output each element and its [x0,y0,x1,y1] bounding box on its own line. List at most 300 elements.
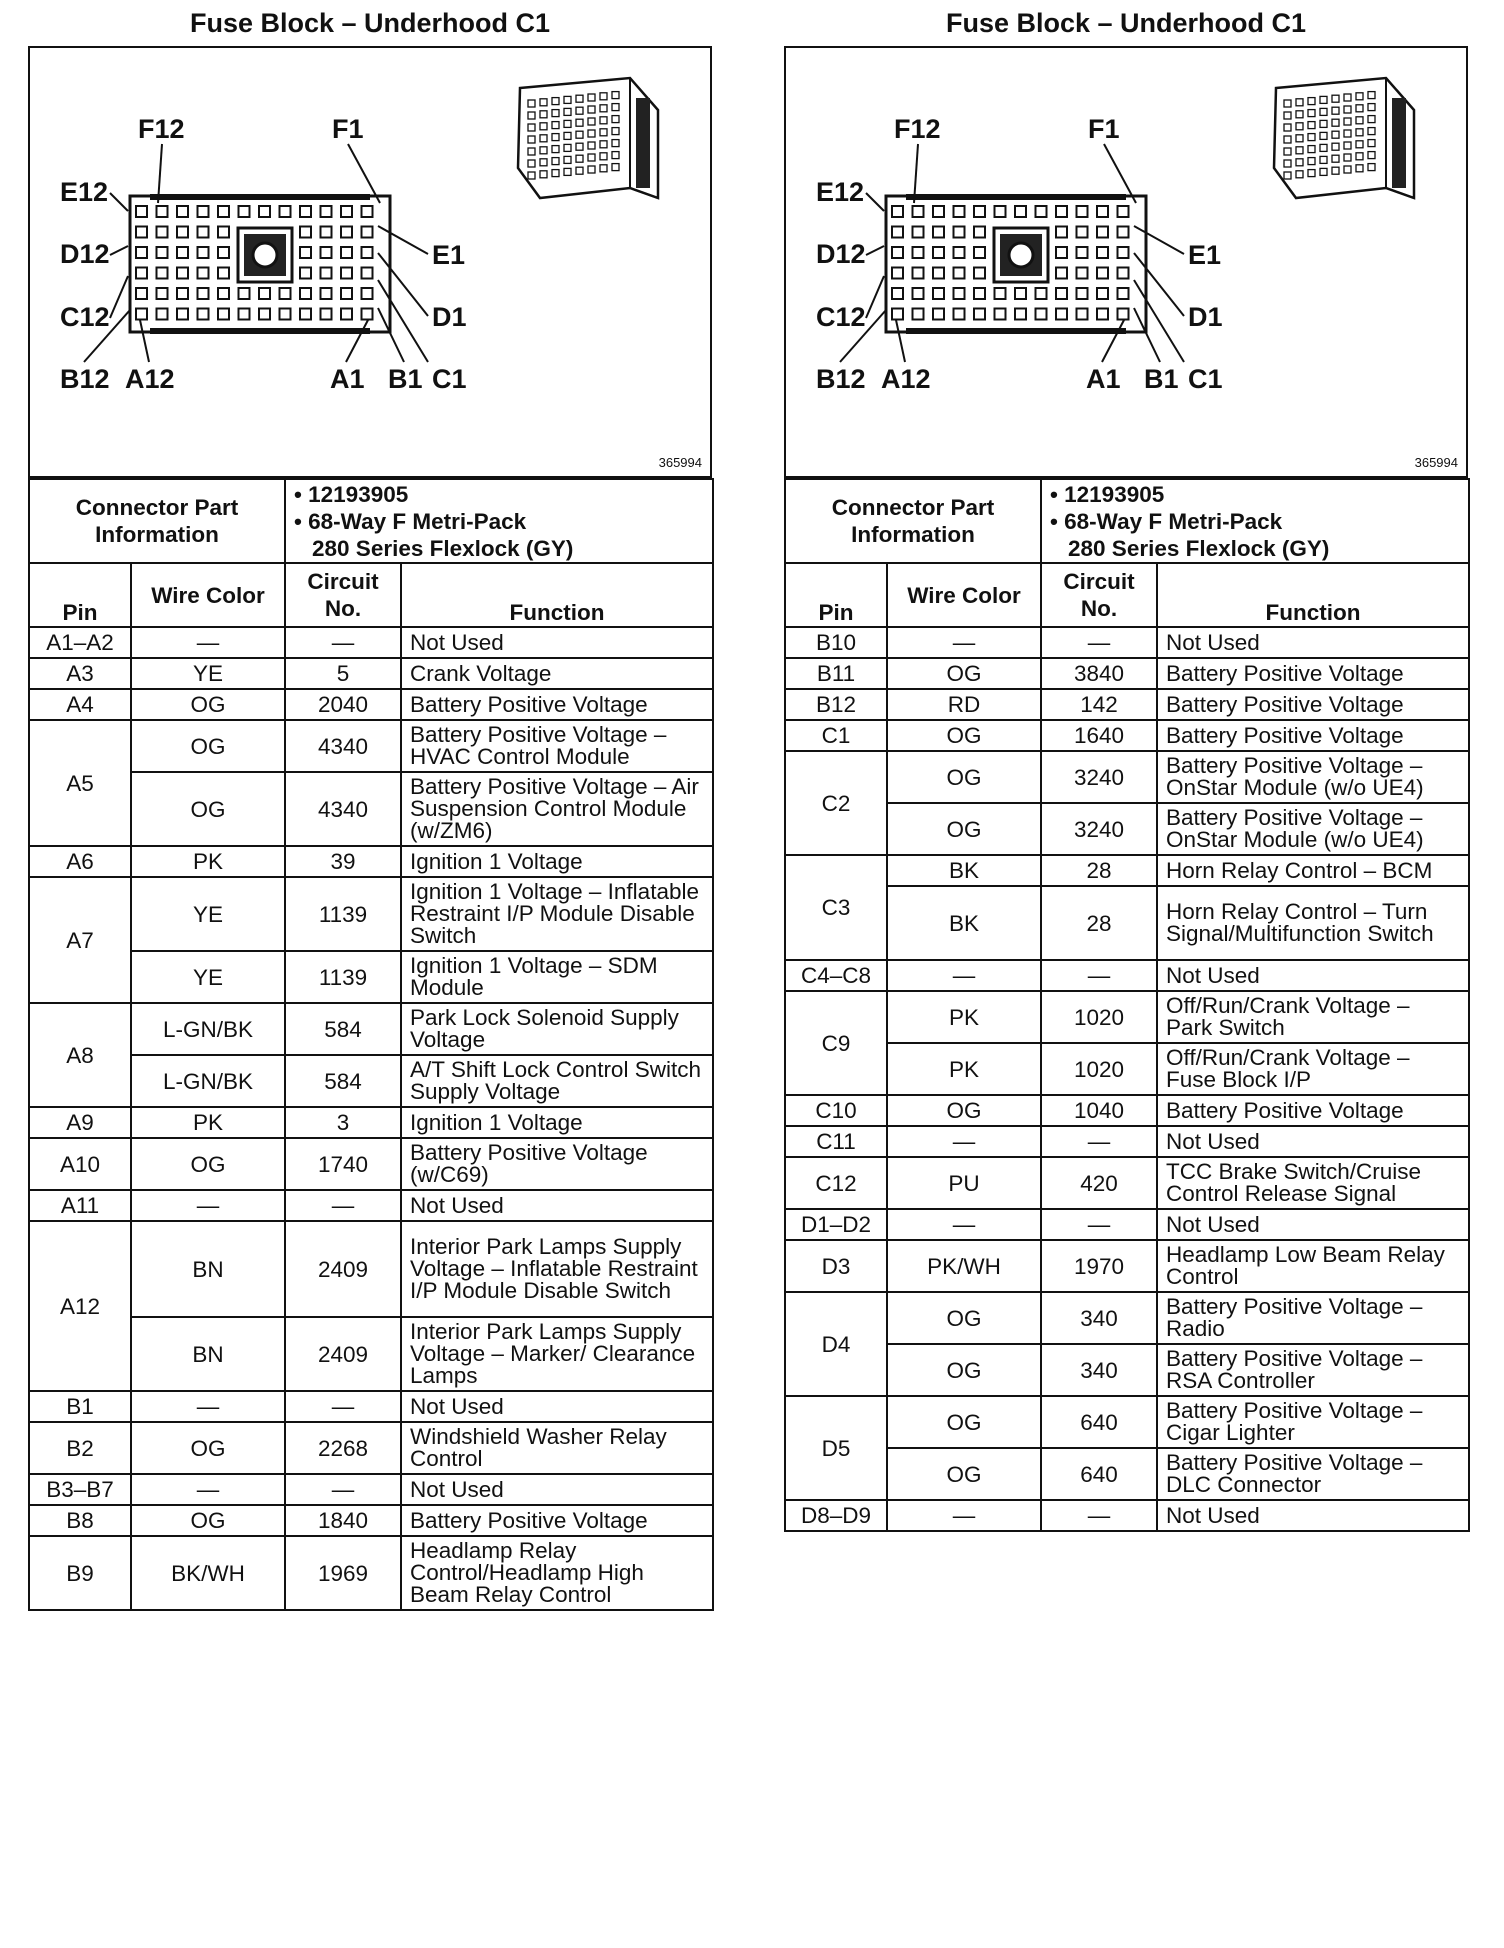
wire-color-cell: YE [131,658,285,689]
table-row [29,1474,713,1505]
right-panel [784,0,1468,1532]
function-cell: Headlamp Relay Control/Headlamp High Beam Relay Control [401,1536,713,1610]
pin-cavity [974,309,985,320]
pin-cavity [974,206,985,217]
pin-cavity [341,227,352,238]
panel-title: Fuse Block – Underhood C1 [945,8,1307,38]
wire-color-cell: OG [887,658,1041,689]
table-row [785,991,1469,1043]
wire-color-cell: PK [887,1043,1041,1095]
pin-cavity [177,227,188,238]
pin-cavity [1077,227,1088,238]
function-cell: Not Used [1157,960,1469,991]
pin-cavity [913,227,924,238]
table-row [29,772,713,846]
pin-label: A12 [881,364,931,394]
pin-label: D1 [432,302,467,332]
table-row [785,1500,1469,1531]
pin-cavity [1118,206,1129,217]
wire-color-cell: — [131,1190,285,1221]
circuit-cell: — [1041,1126,1157,1157]
pin-cavity [341,206,352,217]
pin-label: B12 [816,364,866,394]
pin-cell: A3 [29,658,131,689]
wire-color-cell: BN [131,1317,285,1391]
pin-cell: C11 [785,1126,887,1157]
pin-cell: C2 [785,751,887,855]
circuit-cell: 5 [285,658,401,689]
center-bolt [1009,243,1033,267]
pin-cavity [300,288,311,299]
pin-cavity [177,206,188,217]
function-cell: Off/Run/Crank Voltage – Fuse Block I/P [1157,1043,1469,1095]
pin-cavity [218,247,229,258]
wire-color-cell: OG [887,1095,1041,1126]
connector-top-rib [150,194,370,200]
wire-color-cell: OG [887,1396,1041,1448]
pin-cavity [933,309,944,320]
pin-cavity [1097,227,1108,238]
wire-color-cell: OG [131,1422,285,1474]
pin-cavity [136,206,147,217]
pin-cavity [280,206,291,217]
pin-cavity [280,288,291,299]
table-row [29,1391,713,1422]
pin-label: A12 [125,364,175,394]
table-row [785,689,1469,720]
wire-color-cell: BK/WH [131,1536,285,1610]
wire-color-cell: BK [887,886,1041,960]
table-row [785,1095,1469,1126]
connector-part-info [1041,479,1469,563]
table-row [785,1043,1469,1095]
wire-color-cell: L-GN/BK [131,1055,285,1107]
circuit-cell: 39 [285,846,401,877]
part-info-line: • 12193905 [294,481,409,507]
connector-diagram [28,46,712,478]
table-row [785,886,1469,960]
pin-cavity [218,227,229,238]
pin-cavity [362,288,373,299]
pin-label: C12 [60,302,110,332]
pin-cavity [974,227,985,238]
pin-cavity [954,288,965,299]
connector-part-label: Connector Part Information [785,479,1041,563]
function-cell: Ignition 1 Voltage – SDM Module [401,951,713,1003]
pin-cavity [321,288,332,299]
wire-color-cell: BK [887,855,1041,886]
pin-cavity [1097,268,1108,279]
circuit-cell: 1040 [1041,1095,1157,1126]
circuit-cell: 340 [1041,1344,1157,1396]
pin-cavity [198,309,209,320]
pin-cavity [913,268,924,279]
circuit-cell: 584 [285,1055,401,1107]
table-row [785,658,1469,689]
function-cell: Not Used [1157,1209,1469,1240]
connector-face-drawing [786,48,1470,478]
pin-cavity [341,247,352,258]
part-info-line: • 12193905 [1050,481,1165,507]
pin-cell: B8 [29,1505,131,1536]
pin-cavity [218,206,229,217]
table-row [29,1055,713,1107]
panel-title: Fuse Block – Underhood C1 [189,8,551,38]
circuit-cell: 1640 [1041,720,1157,751]
leader-line [1134,253,1184,316]
pin-cavity [136,227,147,238]
pin-label: C12 [816,302,866,332]
pin-cell: B9 [29,1536,131,1610]
part-info-line: 280 Series Flexlock (GY) [1068,535,1330,561]
pin-cavity [198,227,209,238]
pin-label: B12 [60,364,110,394]
connector-part-row [785,479,1469,563]
wire-color-cell: PU [887,1157,1041,1209]
circuit-cell: 340 [1041,1292,1157,1344]
connector-face-drawing [30,48,714,478]
pin-cavity [280,309,291,320]
pin-cavity [933,206,944,217]
pin-cavity [1097,247,1108,258]
pin-label: D12 [60,239,110,269]
table-row [785,1292,1469,1344]
wire-color-cell: — [887,1209,1041,1240]
pin-cavity [995,288,1006,299]
connector-diagram [784,46,1468,478]
connector-top-rib [906,194,1126,200]
function-cell: Battery Positive Voltage – Air Suspension Control Module (w/ZM6) [401,772,713,846]
pin-cavity [239,288,250,299]
pin-label: F1 [1088,114,1120,144]
table-row [785,751,1469,803]
function-cell: Battery Positive Voltage (w/C69) [401,1138,713,1190]
pin-cavity [177,268,188,279]
pin-label: E12 [816,177,865,207]
pin-cavity [300,268,311,279]
function-cell: Not Used [401,627,713,658]
pin-cell: D3 [785,1240,887,1292]
wire-color-cell: PK [887,991,1041,1043]
function-cell: Battery Positive Voltage – OnStar Module (w/o UE4) [1157,751,1469,803]
pin-cavity [954,247,965,258]
circuit-cell: 3240 [1041,803,1157,855]
table-row [29,1190,713,1221]
function-cell: Headlamp Low Beam Relay Control [1157,1240,1469,1292]
function-cell: Not Used [401,1474,713,1505]
pin-cavity [892,268,903,279]
table-row [29,1317,713,1391]
table-header [29,563,713,627]
pin-cell: A8 [29,1003,131,1107]
table-header [785,563,1469,627]
circuit-cell: 4340 [285,772,401,846]
function-cell: Battery Positive Voltage [401,689,713,720]
circuit-cell: 3 [285,1107,401,1138]
table-row [785,1396,1469,1448]
pin-cavity [157,268,168,279]
function-cell: Not Used [1157,1500,1469,1531]
pin-cavity [136,247,147,258]
table-row [785,803,1469,855]
pin-cavity [300,227,311,238]
connector-isometric-view [518,78,658,198]
circuit-cell: — [1041,960,1157,991]
table-row [785,855,1469,886]
table-row [29,1505,713,1536]
leader-line [378,226,428,254]
wire-color-cell: — [131,1391,285,1422]
function-cell: Battery Positive Voltage – OnStar Module (w/o UE4) [1157,803,1469,855]
connector-part-row [29,479,713,563]
circuit-cell: — [285,1391,401,1422]
pin-cavity [1015,288,1026,299]
pin-cavity [954,268,965,279]
function-cell: Battery Positive Voltage [1157,720,1469,751]
pin-cavity [1097,288,1108,299]
pin-cavity [995,309,1006,320]
pin-cavity [1118,227,1129,238]
pin-cavity [892,288,903,299]
pin-cavity [1077,309,1088,320]
pin-cavity [157,309,168,320]
pin-cavity [1056,309,1067,320]
pin-cavity [136,268,147,279]
leader-line [1134,226,1184,254]
function-cell: Battery Positive Voltage [1157,1095,1469,1126]
pin-cell: B2 [29,1422,131,1474]
pin-cell: A12 [29,1221,131,1391]
pin-cavity [362,309,373,320]
pin-cavity [198,268,209,279]
pin-cavity [1036,206,1047,217]
pin-label: E1 [432,240,466,270]
pin-cell: A6 [29,846,131,877]
pin-label: C1 [1188,364,1223,394]
pin-cavity [913,288,924,299]
leader-line [378,253,428,316]
circuit-cell: 28 [1041,886,1157,960]
circuit-cell: 1139 [285,877,401,951]
circuit-cell: 584 [285,1003,401,1055]
wire-color-cell: BN [131,1221,285,1317]
wire-color-cell: OG [887,1448,1041,1500]
pin-cell: B1 [29,1391,131,1422]
part-info-line: 280 Series Flexlock (GY) [312,535,574,561]
pin-cavity [974,288,985,299]
wire-color-header: Wire Color [887,563,1041,627]
pin-cavity [995,206,1006,217]
pin-cavity [136,288,147,299]
wire-color-cell: OG [131,1138,285,1190]
pin-cavity [1118,288,1129,299]
pin-header: Pin [785,563,887,627]
pin-cavity [1056,227,1067,238]
table-row [785,1448,1469,1500]
circuit-cell: 4340 [285,720,401,772]
center-bolt [253,243,277,267]
pin-cavity [321,206,332,217]
circuit-cell: 2268 [285,1422,401,1474]
pin-cavity [177,309,188,320]
circuit-cell: 28 [1041,855,1157,886]
circuit-cell: 3240 [1041,751,1157,803]
pin-cavity [300,206,311,217]
pin-label: F12 [894,114,941,144]
circuit-cell: 1139 [285,951,401,1003]
circuit-header: Circuit No. [285,563,401,627]
pin-cavity [321,247,332,258]
wire-color-cell: — [887,960,1041,991]
function-cell: TCC Brake Switch/Cruise Control Release Signal [1157,1157,1469,1209]
leader-line [110,193,128,211]
pin-cell: D5 [785,1396,887,1500]
pin-cavity [218,268,229,279]
pin-cavity [321,268,332,279]
wire-color-cell: PK/WH [887,1240,1041,1292]
pin-label: F12 [138,114,185,144]
leader-line [378,280,428,362]
circuit-cell: 640 [1041,1396,1157,1448]
table-row [785,1209,1469,1240]
pin-cavity [300,247,311,258]
pin-cavity [1036,288,1047,299]
table-row [785,627,1469,658]
function-cell: Not Used [1157,627,1469,658]
pinout-table [28,478,714,1611]
pin-cavity [1097,206,1108,217]
pin-cavity [157,247,168,258]
left-panel [28,0,712,1611]
circuit-cell: — [1041,1209,1157,1240]
wire-color-cell: YE [131,951,285,1003]
table-row [29,1422,713,1474]
pin-cavity [362,247,373,258]
circuit-cell: 1020 [1041,991,1157,1043]
pin-cavity [300,309,311,320]
table-row [29,720,713,772]
circuit-cell: 1969 [285,1536,401,1610]
pin-cell: A4 [29,689,131,720]
circuit-cell: 1970 [1041,1240,1157,1292]
connector-bottom-rib [906,328,1126,334]
reference-number: 365994 [1414,455,1458,470]
pin-cavity [954,206,965,217]
function-cell: Battery Positive Voltage [401,1505,713,1536]
leader-line [140,320,149,362]
pin-cavity [954,309,965,320]
table-row [785,1126,1469,1157]
connector-bottom-rib [150,328,370,334]
function-cell: Park Lock Solenoid Supply Voltage [401,1003,713,1055]
circuit-cell: 2409 [285,1317,401,1391]
leader-line [866,276,884,318]
circuit-cell: — [285,1474,401,1505]
pin-cell: A9 [29,1107,131,1138]
pin-cavity [1118,268,1129,279]
pin-cell: B10 [785,627,887,658]
pin-cavity [239,206,250,217]
circuit-cell: 420 [1041,1157,1157,1209]
pin-cavity [362,268,373,279]
pin-cavity [218,288,229,299]
pin-cell: B12 [785,689,887,720]
wire-color-cell: — [887,1126,1041,1157]
pin-label: B1 [388,364,423,394]
pin-cavity [198,288,209,299]
pin-cavity [913,206,924,217]
function-cell: Ignition 1 Voltage [401,1107,713,1138]
pin-label: A1 [1086,364,1121,394]
function-cell: Interior Park Lamps Supply Voltage – Inflatable Restraint I/P Module Disable Switch [401,1221,713,1317]
circuit-cell: 142 [1041,689,1157,720]
pin-cavity [1056,268,1067,279]
function-header: Function [401,563,713,627]
function-cell: Battery Positive Voltage [1157,689,1469,720]
pin-cavity [1056,288,1067,299]
pin-cell: C1 [785,720,887,751]
pin-cavity [1118,309,1129,320]
circuit-cell: — [285,627,401,658]
pin-cavity [362,227,373,238]
function-cell: Ignition 1 Voltage [401,846,713,877]
pin-cavity [1056,206,1067,217]
function-cell: Battery Positive Voltage [1157,658,1469,689]
pin-cavity [974,247,985,258]
pin-cavity [321,227,332,238]
pin-cavity [892,227,903,238]
pin-cell: D1–D2 [785,1209,887,1240]
pin-cavity [933,268,944,279]
pin-label: E1 [1188,240,1222,270]
table-row [29,1138,713,1190]
leader-line [110,246,128,255]
pin-cavity [1077,288,1088,299]
pin-label: C1 [432,364,467,394]
circuit-cell: 1740 [285,1138,401,1190]
pin-cavity [341,309,352,320]
circuit-cell: — [1041,1500,1157,1531]
table-row [29,689,713,720]
pin-cell: A10 [29,1138,131,1190]
wire-color-cell: YE [131,877,285,951]
pin-cavity [362,206,373,217]
pin-cavity [198,206,209,217]
pin-cavity [974,268,985,279]
pin-cavity [1097,309,1108,320]
pin-cavity [341,288,352,299]
table-row [785,960,1469,991]
pin-label: E12 [60,177,109,207]
circuit-cell: 3840 [1041,658,1157,689]
pin-cavity [933,247,944,258]
table-row [785,1240,1469,1292]
pin-label: D1 [1188,302,1223,332]
pin-cell: A11 [29,1190,131,1221]
pin-cavity [933,288,944,299]
function-cell: Horn Relay Control – Turn Signal/Multifunction Switch [1157,886,1469,960]
table-row [29,1003,713,1055]
wire-color-cell: PK [131,1107,285,1138]
pin-cavity [177,247,188,258]
pin-cavity [892,247,903,258]
pin-cavity [157,288,168,299]
pin-cavity [259,288,270,299]
pin-cell: C10 [785,1095,887,1126]
pin-cavity [1077,268,1088,279]
function-cell: Not Used [401,1190,713,1221]
pin-cavity [892,309,903,320]
